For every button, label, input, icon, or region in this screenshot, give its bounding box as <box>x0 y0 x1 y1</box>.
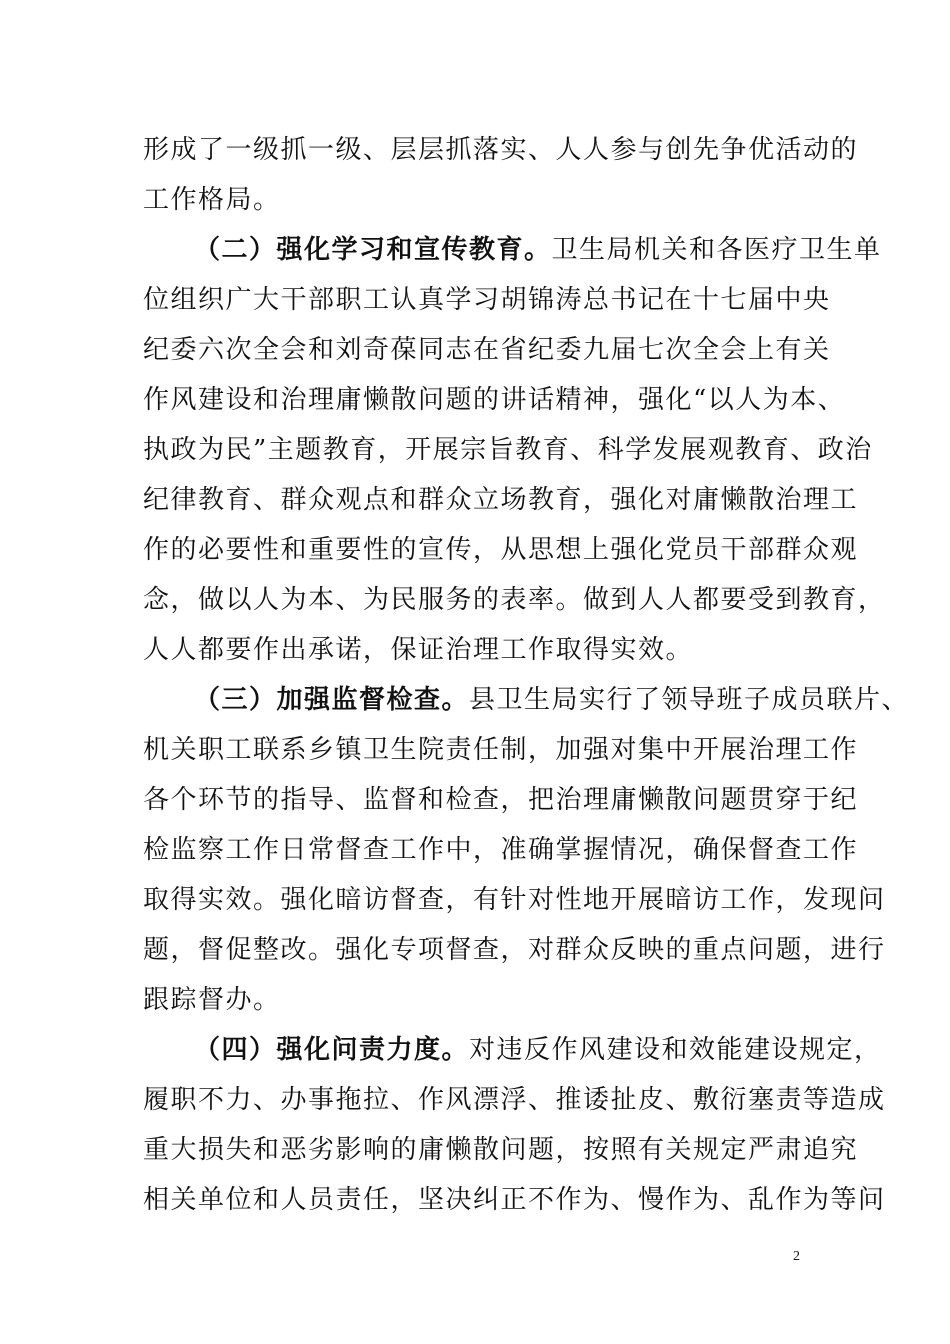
paragraph-2-line: 纪律教育、群众观点和群众立场教育，强化对庸懒散治理工 <box>143 485 859 515</box>
paragraph-3-first-line <box>194 678 910 722</box>
paragraph-3-line: 取得实效。强化暗访督查，有针对性地开展暗访工作，发现问 <box>143 885 886 915</box>
paragraph-2-line: 纪委六次全会和刘奇葆同志在省纪委九届七次全会上有关 <box>143 335 831 365</box>
paragraph-3-line: 题，督促整改。强化专项督查，对群众反映的重点问题，进行 <box>143 935 886 965</box>
paragraph-3-heading: （三）加强监督检查。 <box>194 685 470 715</box>
paragraph-4-heading: （四）强化问责力度。 <box>194 1035 470 1065</box>
paragraph-4-line: 相关单位和人员责任，坚决纠正不作为、慢作为、乱作为等问 <box>143 1185 886 1215</box>
paragraph-4-line: 履职不力、办事拖拉、作风漂浮、推诿扯皮、敷衍塞责等造成 <box>143 1085 886 1115</box>
paragraph-2-heading: （二）强化学习和宣传教育。 <box>194 235 552 265</box>
paragraph-2-first-line <box>194 228 882 272</box>
paragraph-3-line: 检监察工作日常督查工作中，准确掌握情况，确保督查工作 <box>143 835 859 865</box>
page-number: 2 <box>793 1249 800 1264</box>
paragraph-4-first-line <box>194 1028 882 1072</box>
paragraph-3-line: 跟踪督办。 <box>143 985 281 1015</box>
paragraph-1-line-2: 工作格局。 <box>143 185 281 215</box>
paragraph-2-line: 执政为民”主题教育，开展宗旨教育、科学发展观教育、政治 <box>143 435 873 465</box>
paragraph-2-line: 念，做以人为本、为民服务的表率。做到人人都要受到教育， <box>143 585 886 615</box>
paragraph-2-first-line-text: 卫生局机关和各医疗卫生单 <box>551 235 882 265</box>
paragraph-4-first-line-text: 对违反作风建设和效能建设规定， <box>469 1035 882 1065</box>
paragraph-2-line: 位组织广大干部职工认真学习胡锦涛总书记在十七届中央 <box>143 285 831 315</box>
paragraph-4-line: 重大损失和恶劣影响的庸懒散问题，按照有关规定严肃追究 <box>143 1135 859 1165</box>
paragraph-3-line: 机关职工联系乡镇卫生院责任制，加强对集中开展治理工作 <box>143 735 859 765</box>
paragraph-3-line: 各个环节的指导、监督和检查，把治理庸懒散问题贯穿于纪 <box>143 785 859 815</box>
paragraph-2-line: 作风建设和治理庸懒散问题的讲话精神，强化“以人为本、 <box>143 385 846 415</box>
paragraph-1-line-1: 形成了一级抓一级、层层抓落实、人人参与创先争优活动的 <box>143 135 859 165</box>
paragraph-2-line: 作的必要性和重要性的宣传，从思想上强化党员干部群众观 <box>143 535 859 565</box>
paragraph-3-first-line-text: 县卫生局实行了领导班子成员联片、 <box>469 685 910 715</box>
paragraph-2-line: 人人都要作出承诺，保证治理工作取得实效。 <box>143 635 694 665</box>
